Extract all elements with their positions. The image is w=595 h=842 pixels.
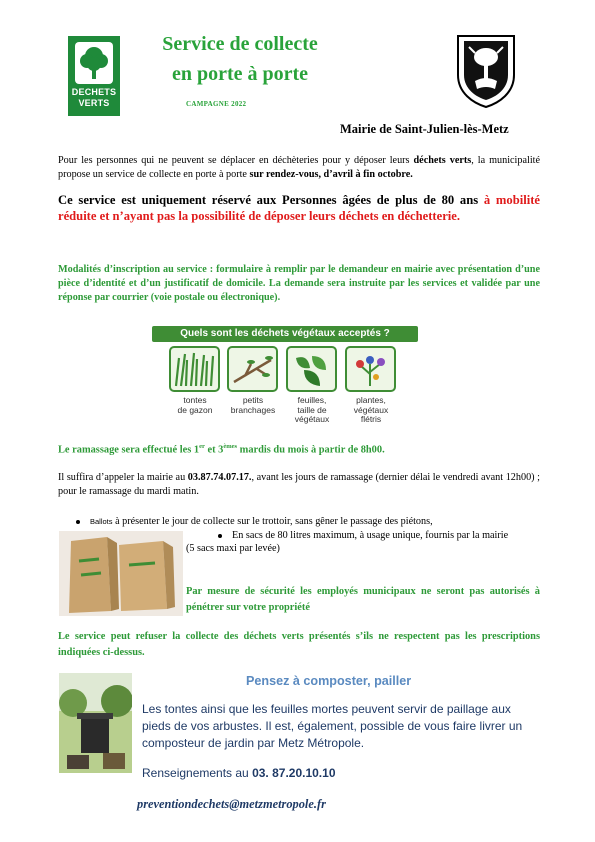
compost-paragraph: Les tontes ainsi que les feuilles mortes peuvent servir de paillage aux pieds de vos arbustes. Il est, également, possible de vous faire livrer un composteur de jardin par Metz Métropole. (142, 702, 523, 750)
contact-email-link[interactable]: preventiondechets@metzmetropole.fr (137, 797, 326, 811)
compost-garden-image (59, 673, 132, 773)
caption-plantes: plantes, végétaux flétris (353, 395, 389, 424)
dechets-verts-logo (68, 36, 120, 116)
compost-title: Pensez à composter, pailler (246, 674, 412, 688)
metz-phone: 03. 87.20.10.10 (252, 766, 336, 780)
securite-paragraph: Par mesure de sécurité les employés municipaux ne seront pas autorisés à pénétrer sur votre propriété (186, 586, 540, 613)
page-title-line1: Service de collecte (162, 33, 318, 55)
renseignements-line: Renseignements au 03. 87.20.10.10 (142, 766, 336, 780)
intro-paragraph: Pour les personnes qui ne peuvent se déplacer en déchèteries pour y déposer leurs déchets verts, la municipalité propose un service de collecte en porte à porte sur rendez-vous, d’avril à fin octobre. (58, 155, 541, 180)
reserved-paragraph: Ce service est uniquement réservé aux Personnes âgées de plus de 80 ans à mobilité réduite et n’ayant pas la possibilité de déposer leurs déchets en déchetterie. (58, 193, 540, 223)
grass-icon (169, 346, 220, 392)
coat-of-arms-icon (455, 33, 517, 109)
bullet-ballots: Ballots à présenter le jour de collecte sur le trottoir, sans gêner le passage des piétons, (76, 516, 546, 527)
appel-paragraph: Il suffira d’appeler la mairie au 03.87.74.07.17., avant les jours de ramassage (dernier délai le vendredi avant 12h00) ; pour le ramassage du mardi matin. (58, 472, 541, 497)
bullet-icon (218, 534, 222, 538)
modalites-paragraph: Modalités d’inscription au service : formulaire à remplir par le demandeur en mairie avec présentation d’une pièce d’identité et d’un justificatif de domicile. La demande sera instruite par les services et validée par une réponse par courrier (voie postale ou électronique). (58, 264, 540, 303)
branches-icon (227, 346, 278, 392)
intro-bold-dechets: déchets verts (413, 155, 472, 166)
mairie-phone: 03.87.74.07.17. (187, 472, 252, 483)
intro-bold-dates: sur rendez-vous, d’avril à fin octobre. (249, 168, 413, 180)
logo-text-line2: VERTS (78, 98, 110, 108)
page-title-line2: en porte à porte (171, 63, 309, 85)
accepted-waste-banner: Quels sont les déchets végétaux acceptés ? (152, 326, 418, 342)
ramassage-paragraph: Le ramassage sera effectué les 1er et 3èmes mardis du mois à partir de 8h00. (58, 443, 385, 456)
paper-bags-image (59, 531, 183, 616)
bullet-icon (76, 520, 80, 524)
caption-tontes: tontes de gazon (177, 395, 213, 415)
plants-icon (345, 346, 396, 392)
reserved-red-text: à mobilité réduite et n’ayant pas la possibilité de déposer leurs déchets en déchetterie. (58, 193, 540, 223)
logo-text-line1: DECHETS (71, 87, 117, 97)
bullet-sacs: En sacs de 80 litres maximum, à usage unique, fournis par la mairie (5 sacs maxi par levée) (186, 530, 540, 555)
sacs-note: (5 sacs maxi par levée) (186, 542, 280, 554)
campaign-label: CAMPAGNE 2022 (186, 100, 247, 108)
tree-icon (75, 42, 113, 84)
caption-branchages: petits branchages (230, 395, 276, 415)
mairie-name: Mairie de Saint-Julien-lès-Metz (340, 122, 509, 136)
caption-feuilles: feuilles, taille de végétaux (294, 395, 330, 424)
refus-paragraph: Le service peut refuser la collecte des déchets verts présentés s’ils ne respectent pas les prescriptions indiquées ci-dessus. (58, 631, 540, 658)
leaves-icon (286, 346, 337, 392)
